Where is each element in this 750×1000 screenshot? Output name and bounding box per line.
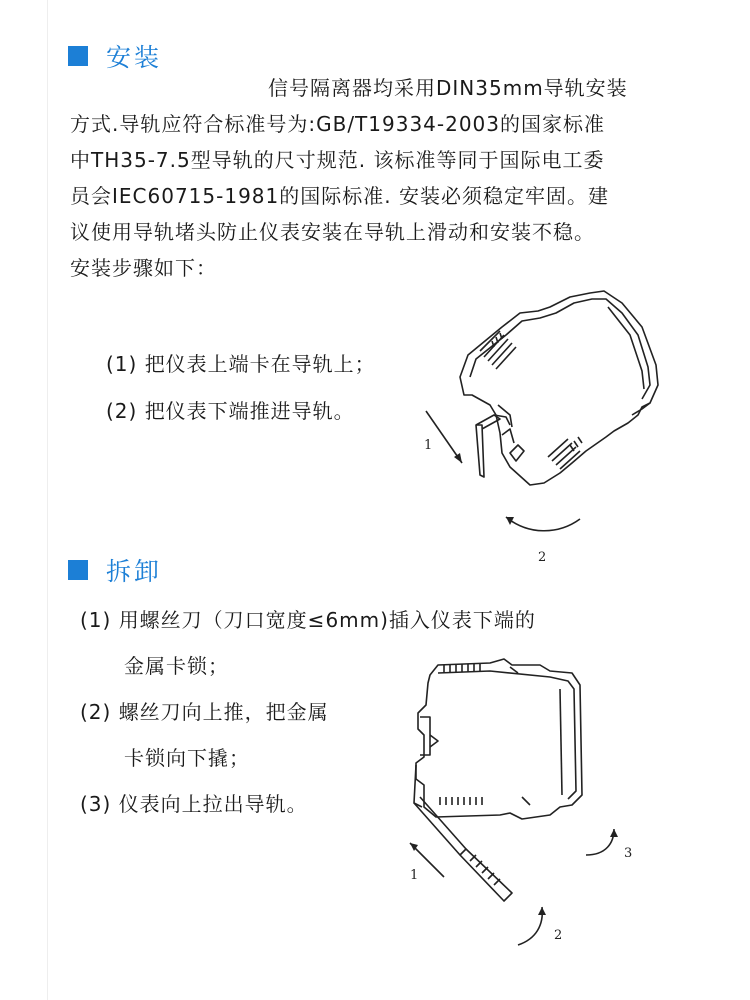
install-step-2: (2) 把仪表下端推进导轨。 <box>106 399 355 423</box>
install-figure-label-1: 1 <box>424 438 433 453</box>
arrow-head-icon <box>538 907 546 915</box>
remove-diagram <box>400 655 670 950</box>
paragraph-line: 方式.导轨应符合标准号为:GB/T19334-2003的国家标准 <box>70 112 606 136</box>
paragraph-line: 中TH35-7.5型导轨的尺寸规范. 该标准等同于国际电工委 <box>70 148 605 172</box>
remove-step-1-cont: 金属卡锁； <box>124 654 229 678</box>
paragraph-line: 安装步骤如下： <box>70 256 217 280</box>
install-title: 安装 <box>106 43 163 72</box>
remove-figure-label-1: 1 <box>410 868 419 883</box>
remove-figure-label-2: 2 <box>554 928 563 943</box>
install-diagram <box>410 285 670 565</box>
remove-step-2: (2) 螺丝刀向上推，把金属 <box>80 700 329 724</box>
remove-heading <box>68 552 162 588</box>
blue-square-icon <box>68 46 88 66</box>
arrow-head-icon <box>610 829 618 837</box>
remove-figure-label-3: 3 <box>624 846 633 861</box>
left-margin-rule <box>47 0 48 1000</box>
blue-square-icon <box>68 560 88 580</box>
remove-step-2-cont: 卡锁向下撬； <box>124 746 250 770</box>
paragraph-line: 员会IEC60715-1981的国际标准. 安装必须稳定牢固。建 <box>70 184 609 208</box>
install-figure-label-2: 2 <box>538 550 547 565</box>
paragraph-line: 信号隔离器均采用DIN35mm导轨安装 <box>268 76 628 100</box>
paragraph-line: 议使用导轨堵头防止仪表安装在导轨上滑动和安装不稳。 <box>70 220 595 244</box>
remove-step-3: (3) 仪表向上拉出导轨。 <box>80 792 308 816</box>
remove-title: 拆卸 <box>106 557 163 586</box>
install-paragraph <box>70 70 676 286</box>
install-heading <box>68 38 162 74</box>
install-step-1: (1) 把仪表上端卡在导轨上； <box>106 352 376 376</box>
remove-step-1: (1) 用螺丝刀（刀口宽度≤6mm)插入仪表下端的 <box>80 608 536 632</box>
